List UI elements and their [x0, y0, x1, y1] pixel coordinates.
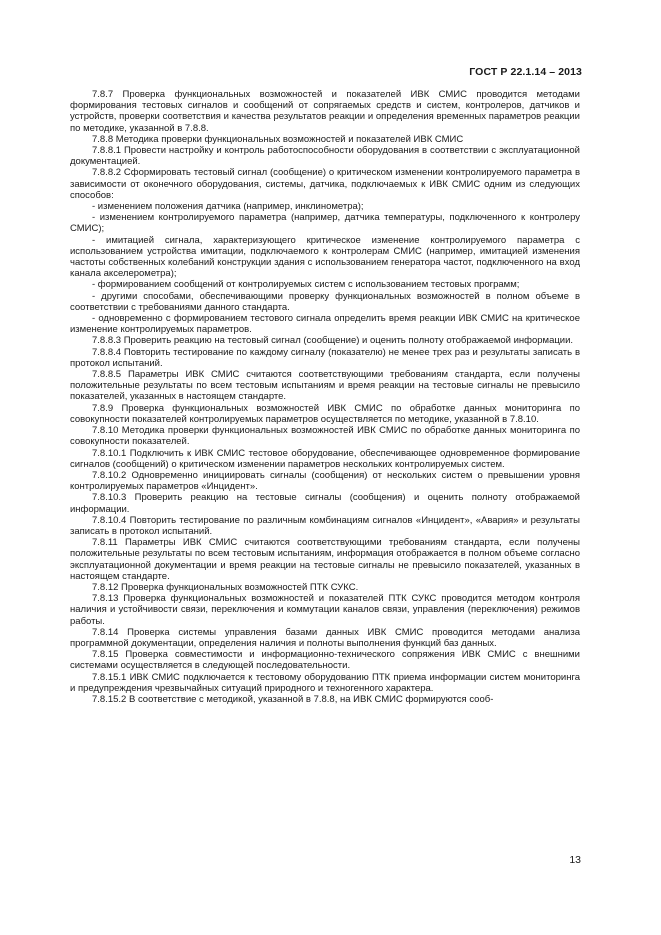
- paragraph: 7.8.12 Проверка функциональных возможностей ПТК СУКС.: [92, 581, 359, 593]
- paragraph: 7.8.8.3 Проверить реакцию на тестовый сигнал (сообщение) и оценить полноту отображаемой информации.: [92, 335, 574, 347]
- paragraph: 7.8.10.4 Повторить тестирование по различным комбинациям сигналов «Инцидент», «Авария» и результаты записать в протокол испытаний.: [70, 514, 580, 537]
- list-item: - другими способами, обеспечивающими проверку функциональных возможностей в полном объеме в соответствии с требованиями данного стандарта.: [70, 290, 580, 313]
- paragraph: 7.8.13 Проверка функциональных возможностей и показателей ПТК СУКС проводится методом контроля наличия и устойчивости связи, переключения и коммутации каналов связи, управления (переключения) режимов работы.: [70, 593, 580, 627]
- paragraph: 7.8.8 Методика проверки функциональных возможностей и показателей ИВК СМИС: [92, 133, 464, 145]
- paragraph: 7.8.10.1 Подключить к ИВК СМИС тестовое оборудование, обеспечивающее одновременное формирование сигналов (сообщений) о критическом изменении параметров нескольких контролируемых систем.: [70, 447, 580, 470]
- paragraph: 7.8.15.2 В соответствие с методикой, указанной в 7.8.8, на ИВК СМИС формируются сооб-: [92, 693, 494, 705]
- paragraph: 7.8.15 Проверка совместимости и информационно-технического сопряжения ИВК СМИС с внешними системами осуществляется в следующей последовательности.: [70, 649, 580, 672]
- list-item: - изменением положения датчика (например, инклинометра);: [92, 201, 364, 213]
- paragraph: 7.8.10.3 Проверить реакцию на тестовые сигналы (сообщения) и оценить полноту отображаемой информации.: [70, 492, 580, 515]
- paragraph: 7.8.15.1 ИВК СМИС подключается к тестовому оборудованию ПТК приема информации систем мониторинга и предупреждения чрезвычайных ситуаций природного и техногенного характера.: [70, 671, 580, 694]
- document-header: ГОСТ Р 22.1.14 – 2013: [469, 66, 582, 78]
- document-body: [70, 89, 580, 705]
- paragraph: 7.8.9 Проверка функциональных возможностей ИВК СМИС по обработке данных мониторинга по совокупности показателей контролируемых параметров осуществляется по методике, указанной в 7.8.10.: [70, 402, 580, 425]
- paragraph: 7.8.7 Проверка функциональных возможностей и показателей ИВК СМИС проводится методами формирования тестовых сигналов и сообщений от сопрягаемых средств и систем, контролеров, датчиков и устройств, проверки соответствия и качества результатов реакции и определения временных параметров реакции по методике, указанной в 7.8.8.: [70, 89, 580, 134]
- paragraph: 7.8.8.4 Повторить тестирование по каждому сигналу (показателю) не менее трех раз и результаты записать в протокол испытаний.: [70, 346, 580, 369]
- paragraph: 7.8.14 Проверка системы управления базами данных ИВК СМИС проводится методами анализа программной документации, определения наличия и полноты выполнения функций баз данных.: [70, 626, 580, 649]
- list-item: - имитацией сигнала, характеризующего критическое изменение контролируемого параметра с использованием устройства имитации, подключаемого к контролерам СМИС (например, имитацией изменения частоты собственных колебаний конструкции здания с использованием генератора частот, подключенного на вход канала акселерометра);: [70, 234, 580, 280]
- list-item: - одновременно с формированием тестового сигнала определить время реакции ИВК СМИС на критическое изменение контролируемых параметров.: [70, 313, 580, 336]
- paragraph: 7.8.8.5 Параметры ИВК СМИС считаются соответствующими требованиям стандарта, если получены положительные результаты по всем тестовым испытаниям и время реакции на тестовые сигналы не превысило показателей, указанных в настоящем стандарте.: [70, 369, 580, 403]
- paragraph: 7.8.10 Методика проверки функциональных возможностей ИВК СМИС по обработке данных мониторинга по совокупности показателей.: [70, 425, 580, 448]
- list-item: - формированием сообщений от контролируемых систем с использованием тестовых программ;: [92, 279, 520, 291]
- paragraph: 7.8.8.1 Провести настройку и контроль работоспособности оборудования в соответствии с эксплуатационной документацией.: [70, 145, 580, 168]
- page-number: 13: [569, 854, 581, 866]
- paragraph: 7.8.11 Параметры ИВК СМИС считаются соответствующими требованиям стандарта, если получены положительные результаты по всем тестовым испытаниям, информация отображается в полном объеме согласно эксплуатационной документации и время реакции на тестовые сигналы не превысило показателей, указанных в настоящем стандарте.: [70, 537, 580, 582]
- paragraph: 7.8.10.2 Одновременно инициировать сигналы (сообщения) от нескольких систем о превышении уровня контролируемых параметров «Инцидент».: [70, 469, 580, 493]
- paragraph: 7.8.8.2 Сформировать тестовый сигнал (сообщение) о критическом изменении контролируемого параметра в зависимости от оконечного оборудования, системы, датчика, подключаемых к ИВК СМИС одним из следующих способов:: [70, 167, 580, 201]
- list-item: - изменением контролируемого параметра (например, датчика температуры, подключенного к контролеру СМИС);: [70, 212, 580, 235]
